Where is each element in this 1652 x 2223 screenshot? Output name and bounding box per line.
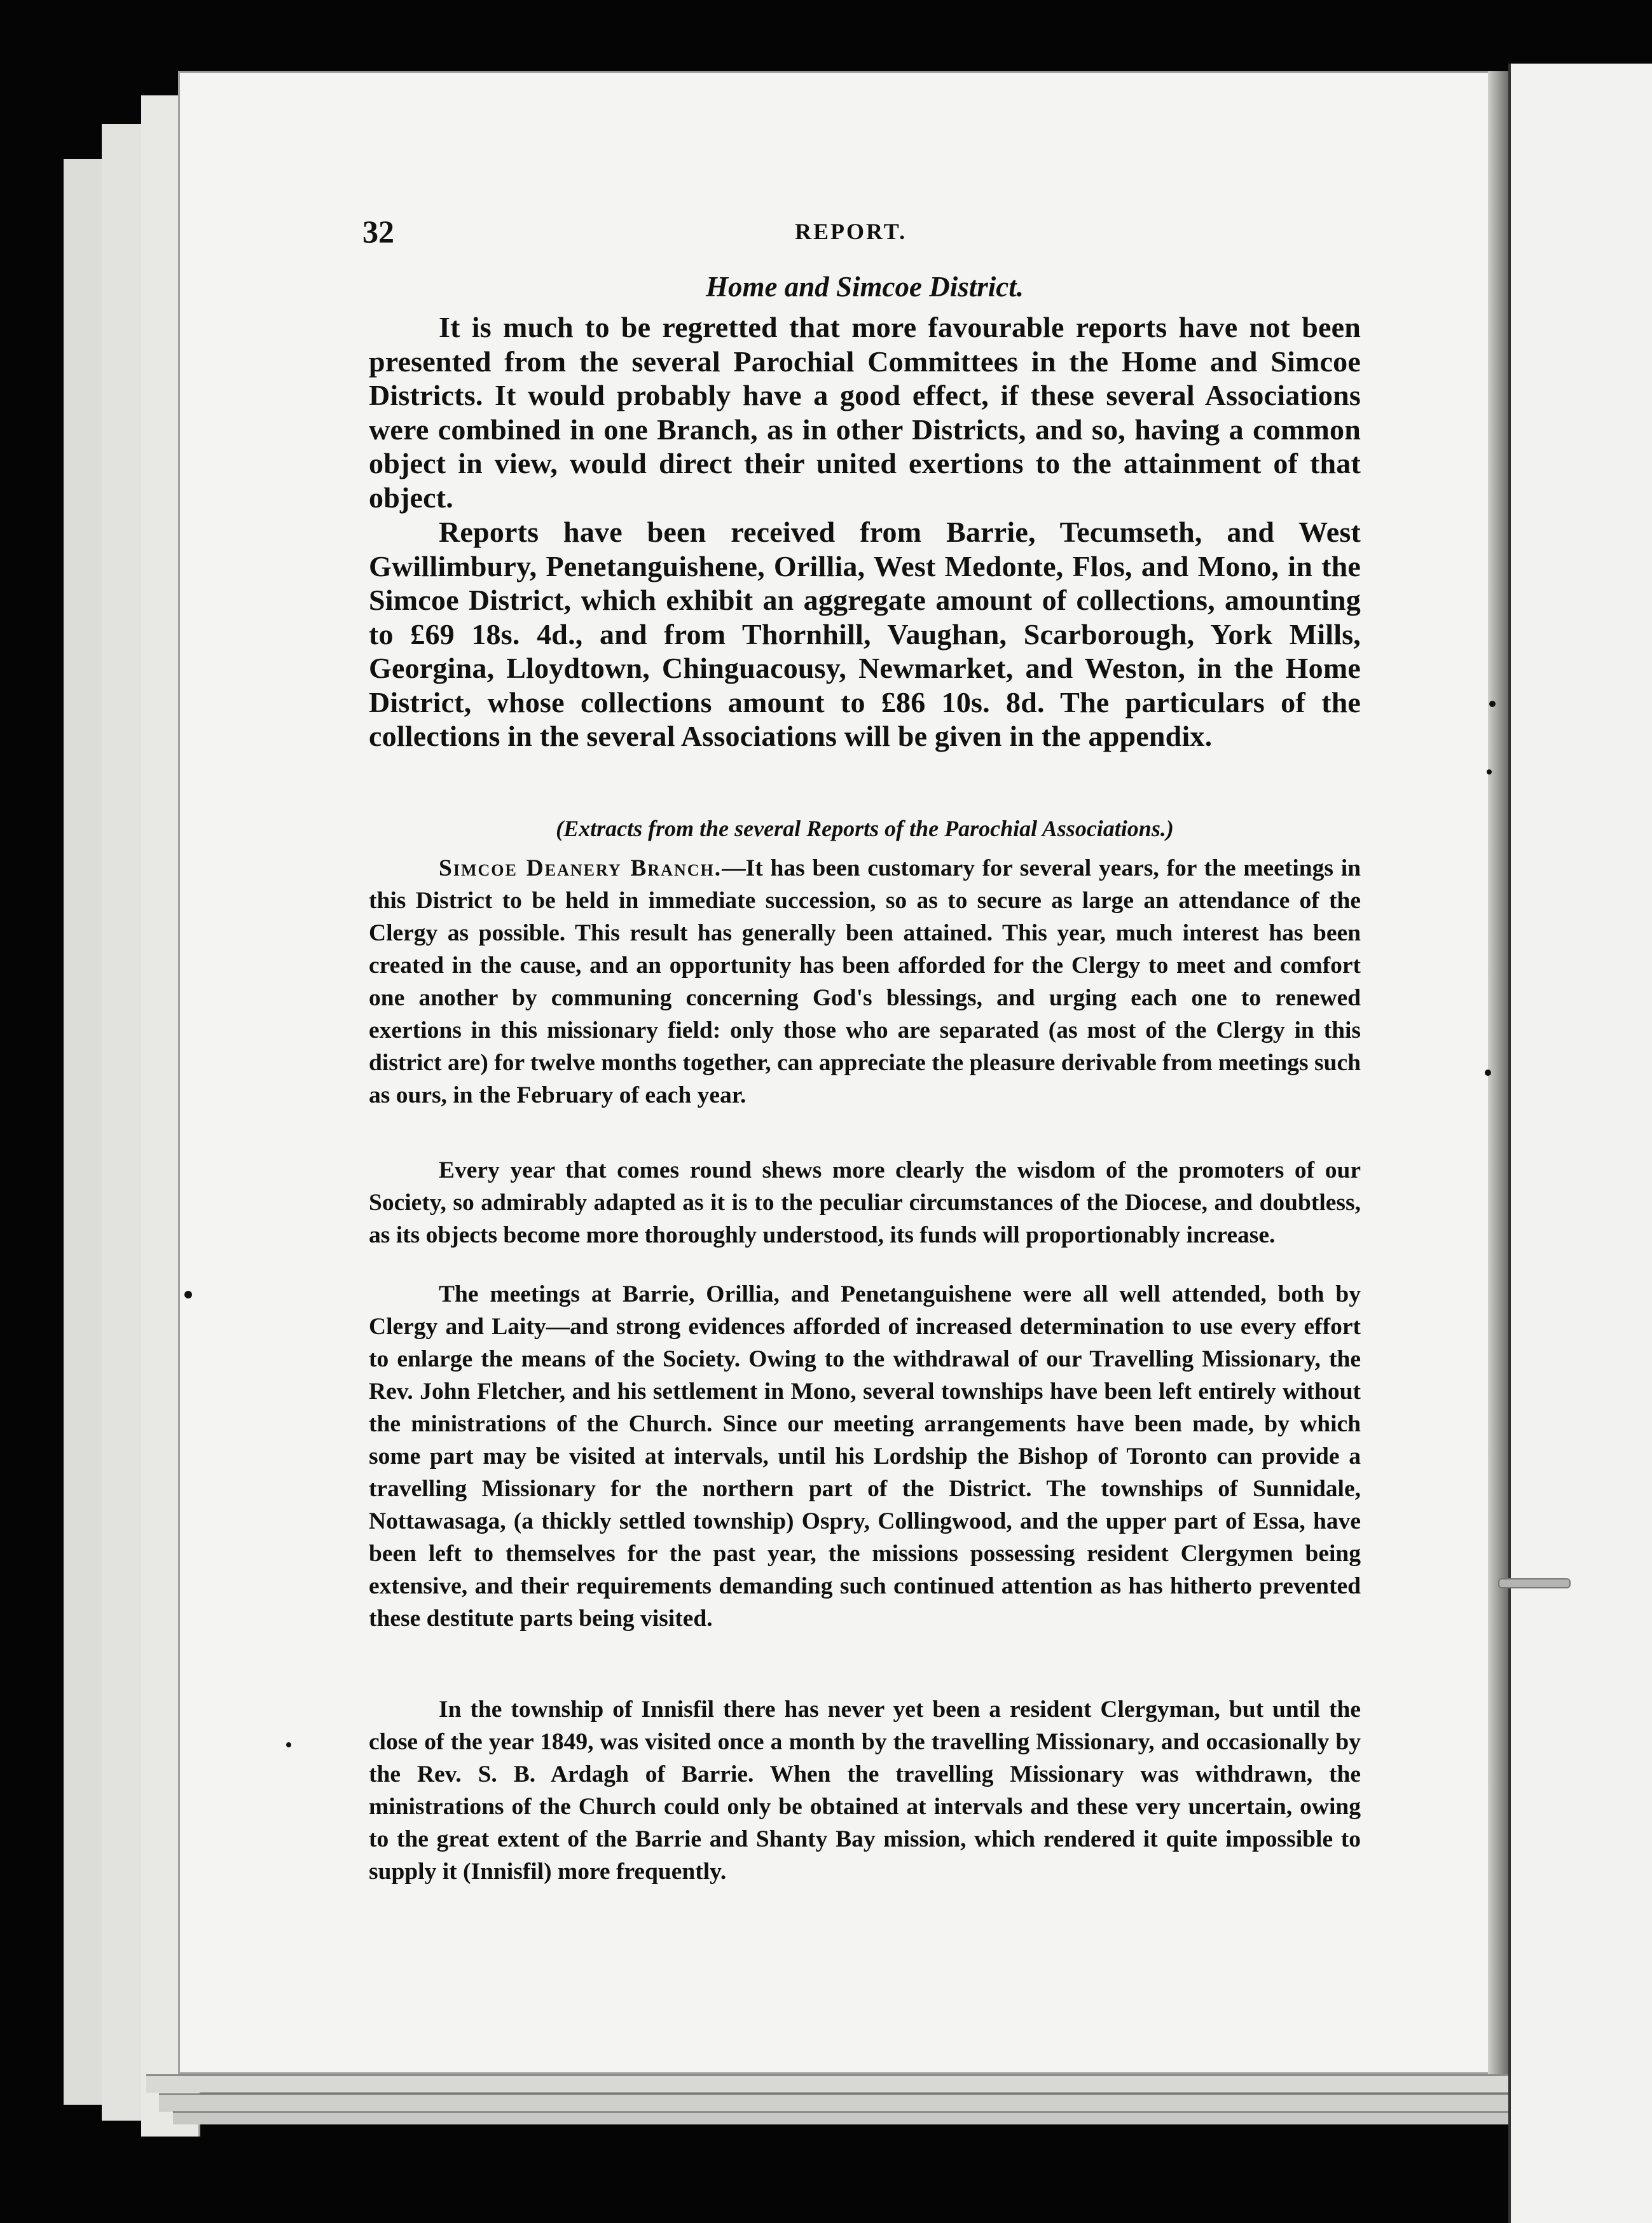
clip-mark <box>1498 1578 1571 1588</box>
extract-paragraph: The meetings at Barrie, Orillia, and Penetanguishene were all well attended, both by Clergy and Laity—and strong evidences afforded of increased determination to use every effort to enlarge the means of the Society. Owing to the withdrawal of our Travelling Missionary, the Rev. John Fletcher, and his settlement in Mono, several townships have been left entirely without the ministrations of the Church. Since our meeting arrangements have been made, by which some part may be visited at intervals, until his Lordship the Bishop of Toronto can provide a travelling Missionary for the northern part of the District. The townships of Sunnidale, Nottawasaga, (a thickly settled township) Ospry, Collingwood, and the upper part of Essa, have been left to themselves for the past year, the missions possessing resident Clergymen being extensive, and their requirements demanding such continued attention as has hitherto prevented these destitute parts being visited. <box>369 1281 1361 1632</box>
body-paragraph: Reports have been received from Barrie, Tecumseth, and West Gwillimbury, Penetanguishene, Orillia, West Medonte, Flos, and Mono, in the Simcoe District, which exhibit an aggregate amount of collections, amounting to £69 18s. 4d., and from Thornhill, Vaughan, Scarborough, York Mills, Georgina, Lloydtown, Chinguacousy, Newmarket, and Weston, in the Home District, whose collections amount to £86 10s. 8d. The particulars of the collections in the several Associations will be given in the appendix. <box>369 516 1361 752</box>
page-edge-bottom <box>159 2093 1526 2112</box>
running-head: REPORT. <box>795 219 907 244</box>
extract-paragraph: In the township of Innisfil there has never yet been a resident Clergyman, but until the close of the year 1849, was visited once a month by the travelling Missionary, and occasionally by the Rev. S. B. Ardagh of Barrie. When the travelling Missionary was withdrawn, the ministrations of the Church could only be obtained at intervals and these very uncertain, owing to the great extent of the Barrie and Shanty Bay mission, which rendered it quite impossible to supply it (Innisfil) more frequently. <box>369 1697 1361 1885</box>
page-number: 32 <box>362 214 394 249</box>
extract-lead-in: Simcoe Deanery Branch. <box>439 855 722 881</box>
page-header <box>362 213 1354 251</box>
scan-speck <box>1487 769 1492 774</box>
extract-paragraph: Every year that comes round shews more clearly the wisdom of the promoters of our Society, so admirably adapted as it is to the peculiar circumstances of the Diocese, and doubtless, as its objects become more thoroughly understood, its funds will proportionably increase. <box>369 1157 1361 1248</box>
scan-speck <box>286 1742 291 1747</box>
section-title: Home and Simcoe District. <box>706 271 1024 303</box>
scan-speck <box>1485 1070 1491 1076</box>
page-edge-bottom <box>146 2074 1526 2093</box>
extracts-heading: (Extracts from the several Reports of the Parochial Associations.) <box>556 816 1174 841</box>
scan-speck <box>1489 701 1496 707</box>
body-paragraph: It is much to be regretted that more favourable reports have not been presented from the several Parochial Committees in the Home and Simcoe Districts. It would probably have a good effect, if these several Associations were combined in one Branch, as in other Districts, and so, having a common object in view, would direct their united exertions to the attainment of that object. <box>369 311 1361 514</box>
page-edge-bottom <box>173 2111 1526 2124</box>
scan-speck <box>184 1291 192 1298</box>
extract-text: —It has been customary for several years, for the meetings in this District to be held in immediate succession, so as to secure as large an attendance of the Clergy as possible. This result has generally been attained. This year, much interest has been created in the cause, and an opportunity has been afforded for the Clergy to meet and comfort one another by communing concerning God's blessings, and urging each one to renewed exertions in this missionary field: only those who are separated (as most of the Clergy in this district are) for twelve months together, can appreciate the pleasure derivable from meetings such as ours, in the February of each year. <box>369 855 1361 1108</box>
facing-page <box>1508 64 1652 2223</box>
extract-paragraph <box>369 852 1361 1112</box>
